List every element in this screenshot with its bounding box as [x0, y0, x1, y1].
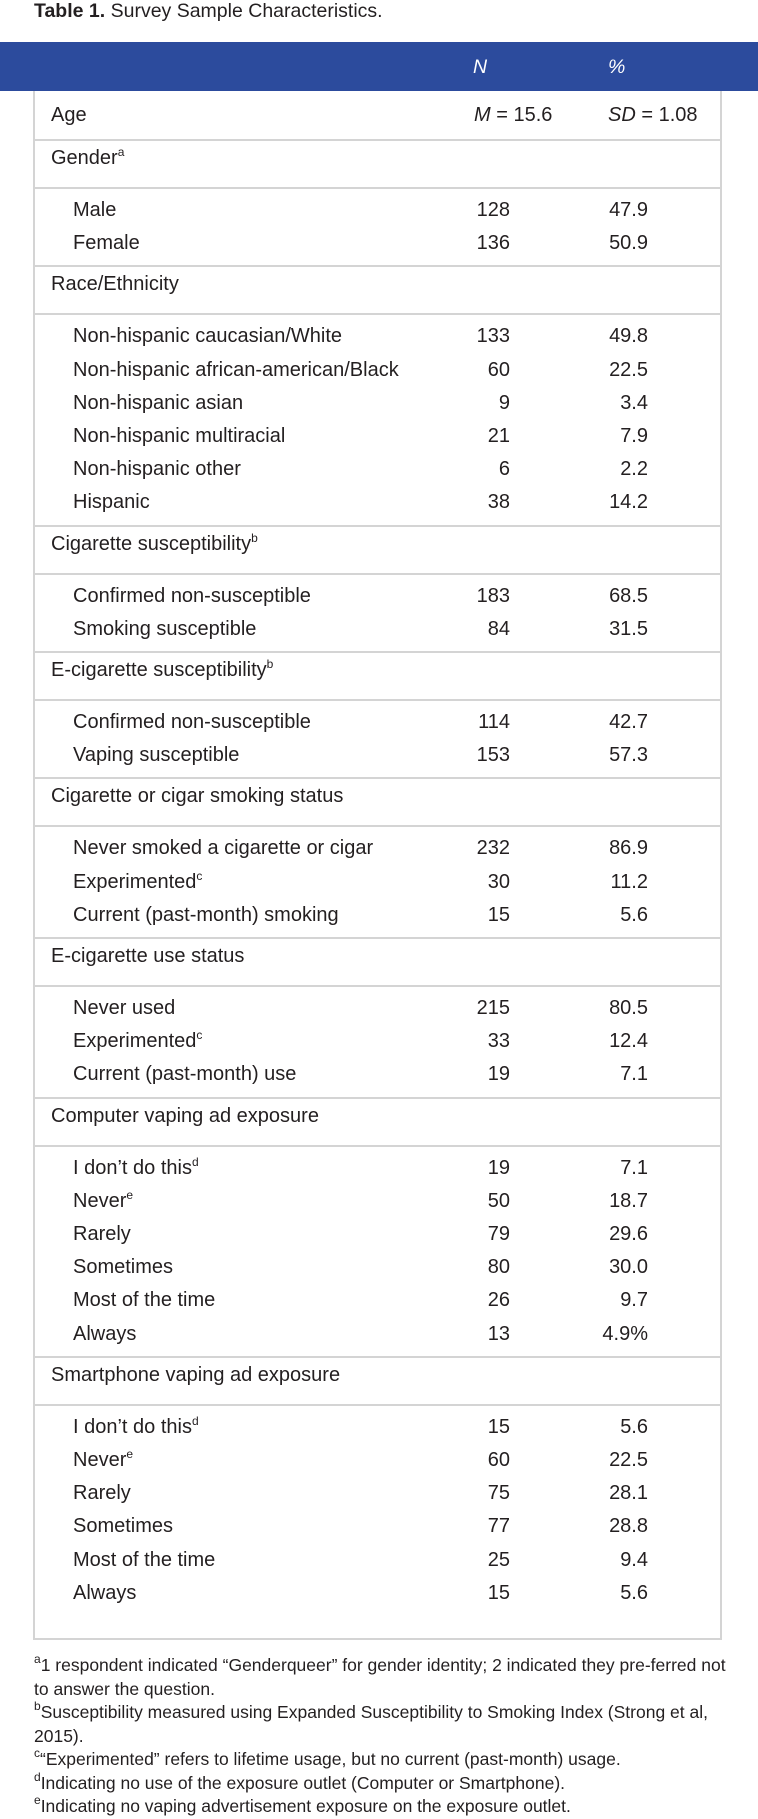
row-label-text: Vaping susceptible — [73, 744, 240, 767]
footnotes — [34, 1654, 734, 1819]
footnote: $^e$Indicating no vaping advertisement exposure on the exposure outlet. — [34, 1793, 571, 1816]
percent-cell: 11.2 — [610, 870, 648, 893]
percent-cell: 28.8 — [609, 1515, 648, 1538]
section-title-text: Gender — [51, 147, 118, 169]
age-label: Age — [51, 104, 87, 126]
row-label — [73, 1449, 133, 1472]
table-row — [0, 706, 758, 739]
section-title-text: Smartphone vaping ad exposure — [51, 1363, 341, 1386]
row-label — [73, 491, 150, 514]
table-row — [0, 1510, 758, 1543]
percent-cell: 12.4 — [609, 1030, 648, 1053]
percent-cell: 5.6 — [620, 1581, 648, 1604]
footnote-mark: b — [251, 530, 258, 545]
percent-cell: 80.5 — [609, 997, 648, 1019]
section-title — [51, 147, 124, 170]
row-label — [73, 1413, 199, 1439]
row-label-text: Rarely — [73, 1223, 131, 1245]
footnote-mark: b — [266, 657, 274, 671]
age-mean — [474, 104, 552, 127]
table-row — [0, 1411, 758, 1444]
age-row — [0, 99, 758, 132]
table-header — [0, 42, 758, 91]
section-header — [0, 780, 758, 813]
divider — [33, 777, 722, 779]
table-row — [0, 580, 758, 613]
table-row — [0, 1318, 758, 1351]
count-cell: 30 — [487, 870, 510, 893]
percent-cell: 86.9 — [609, 837, 648, 860]
count-cell: 60 — [487, 1449, 510, 1471]
row-label — [73, 232, 140, 255]
percent-cell: 57.3 — [609, 744, 648, 767]
section-title — [51, 659, 273, 682]
row-label-text: Sometimes — [73, 1256, 174, 1279]
divider — [33, 187, 722, 189]
sd-symbol: SD — [608, 104, 636, 126]
divider — [33, 937, 722, 939]
age-sd — [608, 104, 698, 127]
row-label — [73, 1482, 131, 1505]
percent-cell: 47.9 — [609, 199, 648, 221]
row-label — [73, 1030, 202, 1053]
row-label-text: Most of the time — [73, 1548, 216, 1571]
row-label-text: Current (past-month) use — [73, 1063, 297, 1086]
row-label — [73, 359, 399, 382]
table-row — [0, 320, 758, 353]
table-row — [0, 1025, 758, 1058]
row-label-text: Confirmed non-susceptible — [73, 711, 311, 733]
percent-cell: 22.5 — [609, 358, 648, 381]
row-label-text: Non-hispanic multiracial — [73, 425, 286, 447]
column-header-percent: % — [608, 56, 626, 78]
table-row — [0, 992, 758, 1025]
footnote: $^b$Susceptibility measured using Expanded Susceptibility to Smoking Index (Strong et al, 2015). — [34, 1699, 708, 1746]
section-title — [51, 273, 179, 296]
count-cell: 50 — [487, 1189, 510, 1212]
percent-cell: 2.2 — [620, 458, 648, 481]
footnote-mark: c — [196, 1028, 203, 1043]
count-cell: 19 — [487, 1156, 510, 1179]
count-cell: 80 — [487, 1256, 510, 1279]
percent-cell: 4.9% — [602, 1322, 648, 1345]
section-title — [51, 530, 258, 556]
table-label: Table 1. — [34, 0, 106, 22]
section-title-text: Race/Ethnicity — [51, 273, 179, 296]
row-label — [73, 458, 241, 481]
count-cell: 15 — [487, 1415, 510, 1438]
section-header — [0, 528, 758, 561]
count-cell: 77 — [487, 1515, 510, 1538]
section-header — [0, 654, 758, 687]
row-label-text: Non-hispanic asian — [73, 391, 244, 414]
row-label — [73, 325, 342, 348]
mean-symbol: M — [474, 104, 491, 126]
count-cell: 133 — [476, 325, 510, 348]
divider — [33, 1404, 722, 1406]
count-cell: 136 — [476, 232, 510, 255]
section-header — [0, 1100, 758, 1133]
section-title — [51, 945, 244, 968]
table-title: Survey Sample Characteristics. — [110, 0, 383, 22]
row-label-text: Hispanic — [73, 491, 150, 514]
section-title — [51, 1105, 319, 1128]
percent-cell: 31.5 — [609, 617, 648, 640]
row-label-text: Current (past-month) smoking — [73, 903, 339, 926]
row-label-text: Experimented — [73, 1030, 197, 1053]
footnote-mark: e — [126, 1447, 134, 1461]
table-row — [0, 453, 758, 486]
percent-cell: 30.0 — [609, 1256, 648, 1279]
section-header — [0, 1359, 758, 1392]
count-cell: 21 — [487, 425, 510, 447]
table-row — [0, 613, 758, 646]
footnote-mark: c — [196, 868, 203, 883]
percent-cell: 7.1 — [620, 1156, 648, 1179]
divider — [33, 265, 722, 267]
divider — [33, 1097, 722, 1099]
row-label — [73, 997, 175, 1020]
row-label — [73, 837, 373, 860]
row-label-text: Smoking susceptible — [73, 617, 257, 640]
table-row — [0, 1218, 758, 1251]
table-row — [0, 227, 758, 260]
count-cell: 232 — [476, 837, 510, 860]
row-label — [73, 585, 311, 608]
count-cell: 153 — [476, 744, 510, 767]
section-title — [51, 1364, 340, 1387]
row-label-text: Non-hispanic other — [73, 458, 241, 481]
section-header — [0, 940, 758, 973]
section-title-text: E-cigarette use status — [51, 945, 245, 967]
section-header — [0, 268, 758, 301]
table-row — [0, 420, 758, 453]
row-label-text: Never used — [73, 997, 176, 1019]
table-row — [0, 1444, 758, 1477]
percent-cell: 28.1 — [609, 1482, 648, 1505]
count-cell: 15 — [487, 1581, 510, 1604]
percent-cell: 22.5 — [609, 1449, 648, 1471]
table-row — [0, 387, 758, 420]
divider — [33, 825, 722, 827]
divider — [33, 1145, 722, 1147]
table-row — [0, 194, 758, 227]
percent-cell: 7.9 — [620, 425, 648, 447]
row-label — [73, 1223, 131, 1246]
percent-cell: 50.9 — [609, 232, 648, 255]
count-cell: 75 — [487, 1482, 510, 1505]
section-title-text: E-cigarette susceptibility — [51, 659, 267, 681]
count-cell: 33 — [487, 1030, 510, 1053]
row-label-text: Always — [73, 1581, 137, 1604]
row-label — [73, 904, 339, 927]
section-title-text: Computer vaping ad exposure — [51, 1104, 319, 1127]
percent-cell: 3.4 — [620, 391, 648, 414]
table-row — [0, 486, 758, 519]
percent-cell: 5.6 — [620, 903, 648, 926]
count-cell: 60 — [487, 358, 510, 381]
row-label-text: Male — [73, 199, 117, 221]
percent-cell: 18.7 — [609, 1189, 648, 1212]
row-label — [73, 744, 239, 767]
mean-value: = 15.6 — [490, 104, 553, 126]
footnote-mark: e — [126, 1187, 134, 1202]
row-label — [73, 1187, 134, 1213]
row-label — [73, 618, 256, 641]
table-row — [0, 1477, 758, 1510]
sd-value: = 1.08 — [635, 104, 698, 126]
row-label-text: Never smoked a cigarette or cigar — [73, 837, 374, 860]
percent-cell: 42.7 — [609, 711, 648, 733]
divider — [33, 651, 722, 653]
section-title — [51, 785, 343, 808]
footnote: $^a$1 respondent indicated “Genderqueer” for gender identity; 2 indicated they pre-ferred not to answer the question. — [34, 1652, 726, 1699]
count-cell: 114 — [478, 711, 510, 733]
footnote: $^c$“Experimented” refers to lifetime usage, but no current (past-month) usage. — [34, 1746, 621, 1769]
footnote-mark: a — [117, 145, 125, 159]
row-label-text: I don’t do this — [73, 1415, 192, 1438]
row-label — [73, 425, 285, 448]
percent-cell: 14.2 — [609, 491, 648, 514]
count-cell: 9 — [498, 391, 510, 414]
section-title-text: Cigarette susceptibility — [51, 532, 252, 555]
count-cell: 215 — [476, 997, 510, 1019]
row-label-text: Non-hispanic african-american/Black — [73, 358, 399, 381]
footnote-mark: d — [191, 1154, 199, 1169]
divider — [33, 313, 722, 315]
table-caption — [34, 0, 383, 22]
row-label — [73, 1289, 215, 1312]
count-cell: 38 — [487, 491, 510, 514]
row-label — [73, 1256, 173, 1279]
table-row — [0, 899, 758, 932]
row-label-text: Sometimes — [73, 1515, 174, 1538]
row-label — [73, 199, 116, 222]
percent-cell: 68.5 — [609, 584, 648, 607]
count-cell: 84 — [487, 617, 510, 640]
row-label-text: Never — [73, 1449, 127, 1471]
percent-cell: 5.6 — [620, 1415, 648, 1438]
row-label-text: Most of the time — [73, 1289, 216, 1312]
row-label-text: I don’t do this — [73, 1156, 192, 1179]
table-row — [0, 354, 758, 387]
section-header — [0, 142, 758, 175]
divider — [33, 573, 722, 575]
count-cell: 183 — [476, 584, 510, 607]
footnote-mark: d — [191, 1413, 199, 1428]
row-label — [73, 711, 311, 734]
row-label-text: Rarely — [73, 1482, 131, 1505]
count-cell: 26 — [487, 1289, 510, 1312]
divider — [33, 525, 722, 527]
divider — [33, 139, 722, 141]
table-row — [0, 739, 758, 772]
row-label — [73, 1154, 199, 1180]
table-row — [0, 1544, 758, 1577]
count-cell: 79 — [487, 1223, 510, 1245]
count-cell: 15 — [487, 903, 510, 926]
row-label — [73, 1063, 296, 1086]
percent-cell: 9.7 — [620, 1289, 648, 1312]
table-row — [0, 1284, 758, 1317]
divider — [33, 1356, 722, 1358]
row-label-text: Confirmed non-susceptible — [73, 584, 311, 607]
table-row — [0, 1152, 758, 1185]
percent-cell: 49.8 — [609, 325, 648, 348]
row-label — [73, 1323, 136, 1346]
row-label — [73, 868, 203, 894]
section-title-text: Cigarette or cigar smoking status — [51, 785, 344, 808]
column-header-n: N — [473, 56, 488, 78]
table-row — [0, 866, 758, 899]
table-row — [0, 1577, 758, 1610]
table-row — [0, 1251, 758, 1284]
row-label-text: Female — [73, 232, 140, 255]
table-row — [0, 1058, 758, 1091]
row-label — [73, 1515, 173, 1538]
count-cell: 19 — [487, 1063, 510, 1086]
count-cell: 13 — [487, 1322, 510, 1345]
percent-cell: 29.6 — [609, 1223, 648, 1245]
percent-cell: 9.4 — [620, 1548, 648, 1571]
divider — [33, 699, 722, 701]
row-label-text: Always — [73, 1322, 137, 1345]
table-row — [0, 832, 758, 865]
row-label-text: Non-hispanic caucasian/White — [73, 325, 343, 348]
table-row — [0, 1185, 758, 1218]
count-cell: 128 — [476, 199, 510, 221]
count-cell: 6 — [498, 458, 510, 481]
percent-cell: 7.1 — [620, 1063, 648, 1086]
footnote: $^d$Indicating no use of the exposure outlet (Computer or Smartphone). — [34, 1769, 566, 1793]
row-label — [73, 1549, 215, 1572]
row-label — [73, 392, 243, 415]
count-cell: 25 — [487, 1548, 510, 1571]
row-label-text: Never — [73, 1189, 127, 1212]
row-label-text: Experimented — [73, 870, 197, 893]
divider — [33, 985, 722, 987]
row-label — [73, 1582, 136, 1605]
